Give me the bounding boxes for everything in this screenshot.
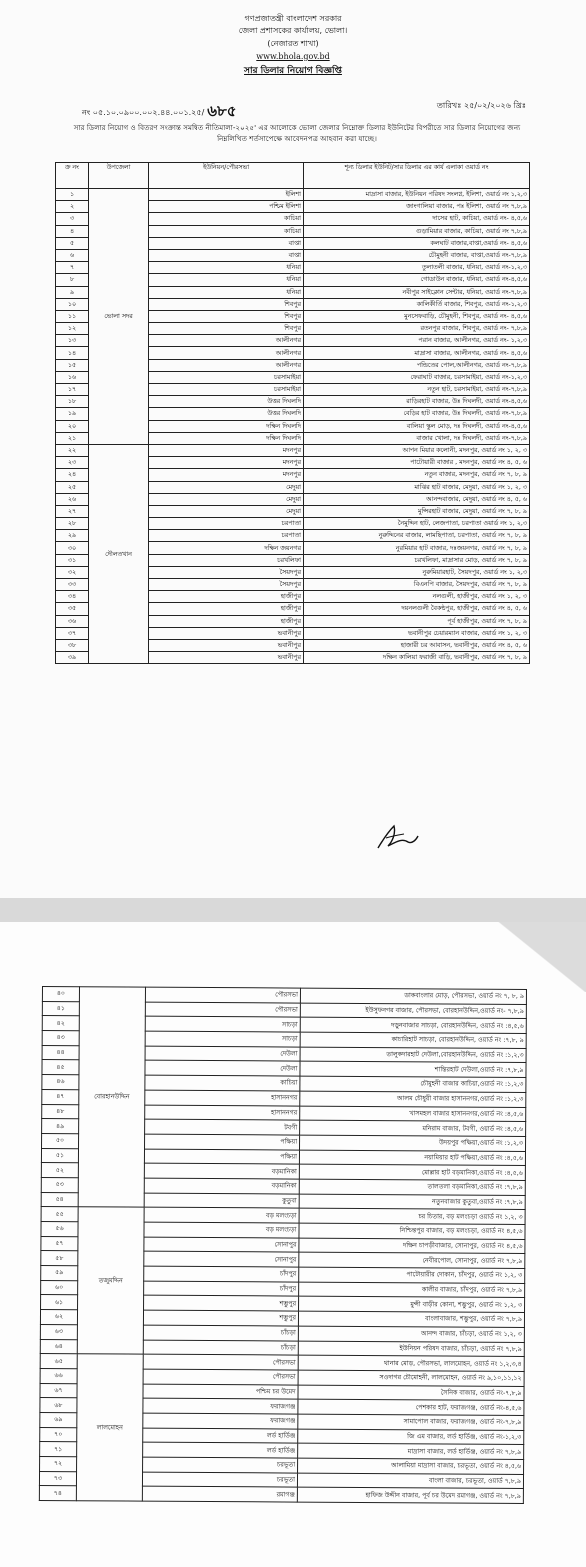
serial-cell: ৬৪ <box>40 1339 77 1354</box>
header-dealer-unit: শূন্য ডিলার ইউনিট/সার ডিলার এর কার্য এলাকা ওয়ার্ড নং <box>304 163 530 189</box>
union-cell: ফরাজগঞ্জ <box>143 1413 298 1429</box>
union-cell: সোনাপুর <box>144 1252 299 1268</box>
union-cell: লর্ড হার্ডিঞ্জ <box>143 1428 298 1444</box>
dealer-location-cell: নয়ামিয়ার হাট পক্ষিয়া,ওয়ার্ড নং :৪,৫,৬ <box>299 1150 525 1166</box>
dealer-location-cell: চৌমুহনী বাজার কাচিয়া,ওয়ার্ড নং :১,২,৩ <box>300 1076 526 1092</box>
dealer-location-cell: জাংগালিয়া বাজার, পঃ ইলিশা, ওয়ার্ড নং ৭,৮,৯ <box>304 201 530 213</box>
dealer-location-cell: মাদ্রাসা বাজার, আলীনগর, ওয়ার্ড নং- ৪,৫,৬ <box>304 347 530 359</box>
dealer-location-cell: পূর্ব হাজীপুর, ওয়ার্ড নং ৭, ৮, ৯ <box>304 615 530 627</box>
union-cell: বাপ্তা <box>149 237 304 249</box>
union-cell: চরভূতা <box>142 1472 297 1488</box>
union-cell: পশ্চিম চর উমেদ <box>143 1384 298 1400</box>
table-row <box>42 987 526 1005</box>
union-cell: ধনিয়া <box>149 274 304 286</box>
union-cell: উত্তর দিঘলদি <box>149 408 304 420</box>
dealer-location-cell: পরান বাজার, আলীনগর, ওয়ার্ড নং- ১,২,৩ <box>304 335 530 347</box>
union-cell: সৈয়দপুর <box>149 566 304 578</box>
dealer-location-cell: নতুনবাজার কুতুবা,ওয়ার্ড নং :৭,৮,৯ <box>299 1194 525 1210</box>
dealer-location-cell: বিএনপি বাজার, সৈয়দপুর, ওয়ার্ড নং ৭, ৮, ৯ <box>304 579 530 591</box>
serial-cell: ১৬ <box>56 371 89 383</box>
union-cell: শম্ভুপুর <box>144 1296 299 1312</box>
dealer-location-cell: দড়ুনবাজার সাচড়া, বোরহানউদ্দিন, ওয়ার্ড নং :৪,৫,৬ <box>300 1017 526 1033</box>
dealer-location-cell: শান্তিরহাট দেউলা,ওয়ার্ড নং :৭,৮,৯ <box>300 1062 526 1078</box>
serial-cell: ৩১ <box>56 554 89 566</box>
header-upazila: উপজেলা <box>89 163 149 189</box>
website-link[interactable]: www.bhola.gov.bd <box>256 52 330 61</box>
serial-cell: ৩৫ <box>56 603 89 615</box>
serial-cell: ১৮ <box>56 396 89 408</box>
union-cell: আলীনগর <box>149 335 304 347</box>
serial-cell: ৩৬ <box>56 615 89 627</box>
dealer-location-cell: আনন্দ বাজার, চাঁচড়া, ওয়ার্ড নং ১,২, ৩ <box>298 1326 524 1342</box>
dealer-location-cell: নবীপুর সাইক্লোন সেন্টার, ধনিয়া, ওয়ার্ড নং-৭,৮,৯ <box>304 286 530 298</box>
dealer-location-cell: তালুকদারহাট দেউলা,বোরহানউদ্দিন, ওয়ার্ড নং :১,২,৩ <box>300 1047 526 1063</box>
serial-cell: ৬১ <box>41 1295 78 1310</box>
union-cell: চরসামাইয়া <box>149 371 304 383</box>
dealer-location-cell: সামাপোল বাজার, ফরাজগঞ্জ, ওয়ার্ড নং-৭,৮,৯ <box>298 1414 524 1430</box>
notice-date: তারিখঃ ২৫/০২/২০২৬ খ্রিঃ <box>436 101 526 110</box>
serial-cell: ২৭ <box>56 505 89 517</box>
dealer-location-cell: পাটোয়ারী বাজার , মদনপুর, ওয়ার্ড নং ৪, ৫, ৬ <box>304 457 530 469</box>
dealer-location-cell: দক্ষিন চাপড়ীবাজার, সোনাপুর, ওয়ার্ড নং ৪,৫,৬ <box>299 1238 525 1254</box>
dealer-location-cell: মনিরাম বাজার, টবগী, ওয়ার্ড নং :৪,৫,৬ <box>300 1120 526 1136</box>
dealer-location-cell: নেবীরপোল, সোনাপুর, ওয়ার্ড নং ৭,৮,৯ <box>299 1252 525 1268</box>
dealer-location-cell: মুন্সিরহাট বাজার, মেদুয়া, ওয়ার্ড নং ৭, ৮, ৯ <box>304 505 530 517</box>
union-cell: চাঁদপুর <box>144 1281 299 1297</box>
dealer-location-cell: বাংলা বাজার, চরভূতা, ওয়ার্ড ৭,৮,৯ <box>297 1473 523 1489</box>
union-cell: হাসাননগর <box>145 1090 300 1106</box>
union-cell: ইলিশা <box>149 189 304 201</box>
serial-cell: ৩ <box>56 213 89 225</box>
dealer-location-cell: ইউসুফনগর বাজার, পৌরসভা, বোরহানউদ্দিন,ওয়ার্ড নং- ৭,৮,৯ <box>300 1003 526 1019</box>
dealer-location-cell: চৌমুহনী বাজার, বাপ্তা,ওয়ার্ড নং-৭,৮,৯ <box>304 249 530 261</box>
serial-cell: ৯ <box>56 286 89 298</box>
union-cell: রমাগঞ্জ <box>142 1486 297 1502</box>
header-union: ইউনিয়ন/পৌরসভা <box>149 163 304 189</box>
serial-cell: ১২ <box>56 323 89 335</box>
dealer-location-cell: মুনসেফবাড়ি, চৌমুহনী, শিবপুর, ওয়ার্ড নং- ৪,৫,৬ <box>304 310 530 322</box>
dealer-table-page-1 <box>55 162 530 664</box>
dealer-location-cell: দক্ষিন কালিয়া ফরাজী বাড়ি, ভবানীপুর, ওয়ার্ড নং ৭, ৮, ৯ <box>304 652 530 664</box>
union-cell: শিবপুর <box>149 298 304 310</box>
union-cell: ভবানীপুর <box>149 627 304 639</box>
table-row <box>56 444 530 456</box>
union-cell: সাচড়া <box>145 1031 300 1047</box>
dealer-location-cell: কালিকীর্তি বাজার, শিবপুর, ওয়ার্ড নং-১,২,৩ <box>304 298 530 310</box>
union-cell: ধনিয়া <box>149 286 304 298</box>
serial-cell: ৪৬ <box>42 1075 79 1090</box>
serial-cell: ৭৩ <box>39 1471 76 1486</box>
dealer-location-cell: ডাকবাংলার মোড়, পৌরসভা, ওয়ার্ড নং ৭, ৮, ৯ <box>300 988 526 1004</box>
dealer-location-cell: দয়নলগুলী বৈকন্ঠপুর, হাজীপুর, ওয়ার্ড নং ৪, ৫, ৬ <box>304 603 530 615</box>
union-cell: মদনপুর <box>149 469 304 481</box>
serial-cell: ২৩ <box>56 457 89 469</box>
union-cell: ভবানীপুর <box>149 652 304 664</box>
union-cell: শিবপুর <box>149 323 304 335</box>
serial-cell: ৬ <box>56 249 89 261</box>
union-cell: চাঁচড়া <box>143 1340 298 1356</box>
dealer-location-cell: ফেরাঘাট বাজার, চরসামাইয়া, ওয়ার্ড নং-১,২,৩ <box>304 371 530 383</box>
dealer-location-cell: সৈনিক বাজার, ওয়ার্ড নং-৭,৮,৯ <box>298 1385 524 1401</box>
union-cell: পক্ষিয়া <box>145 1134 300 1150</box>
dealer-location-cell: হাফিজ উদ্দীন বাজার, পূর্ব চর উমেদ রমাগঞ্জ, ওয়ার্ড নং ৭,৮,৯ <box>297 1487 523 1503</box>
union-cell: হাজীপুর <box>149 591 304 603</box>
dealer-location-cell: থানার মোড়, পৌরসভা, লালমোহন, ওয়ার্ড নং ১,২,৩,৪ <box>298 1355 524 1371</box>
dealer-location-cell: কালীর বাজার, চাঁদপুর, ওয়ার্ড নং ৭,৮,৯ <box>299 1282 525 1298</box>
serial-cell: ১০ <box>56 298 89 310</box>
upazila-cell: ভোলা সদর <box>89 189 149 445</box>
serial-cell: ৩৭ <box>56 627 89 639</box>
union-cell: মেদুয়া <box>149 505 304 517</box>
upazila-cell: দৌলতখান <box>89 444 149 663</box>
union-cell: দক্ষিন দিঘলদি <box>149 420 304 432</box>
serial-cell: ১৯ <box>56 408 89 420</box>
dealer-location-cell: বেড়ির হাট বাজার, উঃ দিঘলদী, ওয়ার্ড নং-৭,৮,৯ <box>304 408 530 420</box>
dealer-location-cell: নতুন বাজার, মদনপুর, ওয়ার্ড নং ৭, ৮, ৯ <box>304 469 530 481</box>
serial-cell: ৫৯ <box>41 1266 78 1281</box>
dealer-location-cell: চর চিতার, বড় মলংচড়া ওয়ার্ড নং ১,২, ৩ <box>299 1208 525 1224</box>
table-row <box>41 1207 525 1225</box>
union-cell: মদনপুর <box>149 444 304 456</box>
serial-cell: ৫০ <box>42 1133 79 1148</box>
govt-name: গণপ্রজাতন্ত্রী বাংলাদেশ সরকার <box>244 14 342 23</box>
dealer-location-cell: চরখলিফা, মাদ্রাসার মোড়, ওয়ার্ড নং ৭, ৮, ৯ <box>304 554 530 566</box>
table-row <box>40 1354 524 1372</box>
dealer-location-cell: নৈমুদ্দিন হাট, লেজপাতা, চরপাতা ওয়ার্ড নং ১, ২,৩ <box>304 518 530 530</box>
serial-cell: ৪৪ <box>42 1045 79 1060</box>
serial-cell: ২৯ <box>56 530 89 542</box>
dealer-location-cell: মাদ্রাসা বাজার, লর্ড হার্ডিঞ্জ, ওয়ার্ড নং ৭,৮,৯ <box>298 1443 524 1459</box>
page-separator <box>0 898 586 922</box>
dealer-location-cell: পেশকার হাট, ফরাজগঞ্জ, ওয়ার্ড নং-৪,৫,৬ <box>298 1399 524 1415</box>
union-cell: কাচিয়া <box>145 1075 300 1091</box>
serial-cell: ৫৮ <box>41 1251 78 1266</box>
serial-cell: ৫১ <box>41 1148 78 1163</box>
serial-cell: ৪৮ <box>42 1104 79 1119</box>
union-cell: হাজীপুর <box>149 615 304 627</box>
dealer-location-cell: গুড়ামিয়ার বাজার, কাচিয়া, ওয়ার্ড নং ৭,৮,৯ <box>304 225 530 237</box>
union-cell: চরপাতা <box>149 530 304 542</box>
union-cell: শম্ভুপুর <box>143 1310 298 1326</box>
union-cell: বাপ্তা <box>149 249 304 261</box>
dealer-location-cell: খাসমহল বাজার হাসাননগর,ওয়ার্ড নং :৪,৫,৬ <box>300 1106 526 1122</box>
union-cell: পক্ষিয়া <box>144 1149 299 1165</box>
serial-cell: ১ <box>56 189 89 201</box>
union-cell: ভবানীপুর <box>149 639 304 651</box>
serial-cell: ৫২ <box>41 1163 78 1178</box>
serial-cell: ৫৫ <box>41 1207 78 1222</box>
serial-cell: ৭০ <box>40 1427 77 1442</box>
serial-cell: ৪০ <box>42 987 79 1002</box>
serial-cell: ১৭ <box>56 384 89 396</box>
dealer-location-cell: নলগুলী, হাজীপুর, ওয়ার্ড নং ১, ২, ৩ <box>304 591 530 603</box>
table-header-row <box>56 163 530 189</box>
dealer-location-cell: বাজার খোলা, দঃ দিঘলদী, ওয়ার্ড নং-৭,৮,৯ <box>304 432 530 444</box>
dealer-location-cell: তালতলা বড়মানিকা,ওয়ার্ড নং :৭,৮,৯ <box>299 1179 525 1195</box>
union-cell: সৈয়দপুর <box>149 579 304 591</box>
signature-icon <box>372 820 422 854</box>
union-cell: মেদুয়া <box>149 481 304 493</box>
serial-cell: ৫৪ <box>41 1192 78 1207</box>
serial-cell: ৬৬ <box>40 1368 77 1383</box>
union-cell: আলীনগর <box>149 359 304 371</box>
serial-cell: ২৪ <box>56 469 89 481</box>
reference-prefix: নং ০৫.১০.০৯০০.০০২.৪৪.০০১.২৫/ <box>82 108 205 117</box>
union-cell: মদনপুর <box>149 457 304 469</box>
dealer-location-cell: কাচারিহাট সাচড়া, বোরহানউদ্দিন, ওয়ার্ড নং :৭,৮, ৯ <box>300 1032 526 1048</box>
union-cell: আলীনগর <box>149 347 304 359</box>
serial-cell: ৩৩ <box>56 579 89 591</box>
union-cell: দেউলা <box>145 1046 300 1062</box>
dealer-location-cell: মাদ্রাসা বাজার, ইউনিয়ন পরিষদ সংলগ্ন, ইলিশা, ওয়ার্ড নং ১,২,৩ <box>304 189 530 201</box>
serial-cell: ৩২ <box>56 566 89 578</box>
dealer-location-cell: কলঘাট বাজার,বাপ্তা,ওয়ার্ড নং- ৪,৫,৬ <box>304 237 530 249</box>
dealer-location-cell: নুরুমিয়ারহাট, সৈয়দপুর, ওয়ার্ড নং ১, ২,৩ <box>304 566 530 578</box>
serial-cell: ৫৩ <box>41 1177 78 1192</box>
dealer-location-cell: মাঝির হাট বাজার, মেদুয়া, ওয়ার্ড নং ১, ২, ৩ <box>304 481 530 493</box>
dealer-location-cell: পন্ডিতের পোল,আলীনগর, ওয়ার্ড নং-৭,৮,৯ <box>304 359 530 371</box>
serial-cell: ৭১ <box>40 1442 77 1457</box>
dealer-location-cell: জি এম বাজার, লর্ড হার্ডিঞ্জ, ওয়ার্ড নং-১,২,৩ <box>298 1429 524 1445</box>
dealer-location-cell: মুন্সী বাড়ীর কোনা, শম্ভুপুর, ওয়ার্ড নং ১,২, ৩ <box>299 1297 525 1313</box>
union-cell: বড়মানিকা <box>144 1163 299 1179</box>
table-row <box>56 189 530 201</box>
serial-cell: ৬৩ <box>40 1324 77 1339</box>
dealer-location-cell: পাটোয়ারীর দোকান, চাঁদপুর, ওয়ার্ড নং ১,২, ৩ <box>299 1267 525 1283</box>
serial-cell: ২৮ <box>56 518 89 530</box>
union-cell: পৌরসভা <box>143 1369 298 1385</box>
serial-cell: ২২ <box>56 444 89 456</box>
union-cell: ফরাজগঞ্জ <box>143 1398 298 1414</box>
dealer-location-cell: সওদাগর চৌমোহনী, লালমোহন, ওয়ার্ড নং ৯,১০,১১,১২ <box>298 1370 524 1386</box>
union-cell: টবগী <box>145 1119 300 1135</box>
serial-cell: ১৪ <box>56 347 89 359</box>
upazila-cell: বোরহানউদ্দিন <box>78 987 145 1208</box>
union-cell: চরসামাইয়া <box>149 384 304 396</box>
dealer-location-cell: মোল্লার হাট বড়মানিকা,ওয়ার্ড নং :৪,৫,৬ <box>299 1164 525 1180</box>
intro-paragraph: সার ডিলার নিয়োগ ও বিতরণ সংক্রান্ত সমন্বিত নীতিমালা-২০২৫' এর আলোকে ভোলা জেলার নিম্নোক্ত ডিলার ইউনিটের বিপরীতে সার ডিলার নিয়োগের জন্য নিম্নলিখিত শর্তসাপেক্ষে আবেদনপত্র আহবান করা যাচ্ছে। <box>73 123 521 143</box>
union-cell: বড় মলংচড়া <box>144 1222 299 1238</box>
serial-cell: ৬৯ <box>40 1412 77 1427</box>
serial-cell: ৩৯ <box>56 652 89 664</box>
serial-cell: ৪১ <box>42 1001 79 1016</box>
dealer-location-cell: নুরমিয়ার হাট বাজার, দঃজয়নগর, ওয়ার্ড নং ৭, ৮, ৯ <box>304 542 530 554</box>
dealer-table-page-2 <box>39 986 527 1504</box>
union-cell: পৌরসভা <box>145 1002 300 1018</box>
dealer-location-cell: নুরুদ্দিনের বাজার, লামছিপাতা, চরপাতা, ওয়ার্ড নং ৭, ৮, ৯ <box>304 530 530 542</box>
dealer-location-cell: আলামিয়া মাদ্রাসা বাজার, চরভূতা, ওয়ার্ড নং ৪,৫,৬ <box>298 1458 524 1474</box>
office-name: জেলা প্রশাসকের কার্যালয়, ভোলা। <box>238 26 348 35</box>
union-cell: শিবপুর <box>149 310 304 322</box>
union-cell: কাচিয়া <box>149 213 304 225</box>
serial-cell: ৩০ <box>56 542 89 554</box>
notice-page-2 <box>0 922 586 1567</box>
union-cell: লর্ড হার্ডিঞ্জ <box>143 1442 298 1458</box>
union-cell: দেউলা <box>145 1061 300 1077</box>
union-cell: কুতুবা <box>144 1193 299 1209</box>
page-curl <box>496 922 586 992</box>
serial-cell: ১১ <box>56 310 89 322</box>
dealer-location-cell: দাসের হাট, কাচিয়া, ওয়ার্ড নং- ৪,৫,৬ <box>304 213 530 225</box>
dealer-location-cell: বালিয়া স্কুল মোড়, দঃ দিঘলদী, ওয়ার্ড নং-৪,৫,৬ <box>304 420 530 432</box>
union-cell: চাঁদপুর <box>144 1266 299 1282</box>
union-cell: ধনিয়া <box>149 262 304 274</box>
union-cell: সোনাপুর <box>144 1237 299 1253</box>
serial-cell: ৪৭ <box>42 1089 79 1104</box>
reference-handwritten: ৬৮৫ <box>207 102 237 120</box>
dealer-location-cell: হাজারী চর আবাসন, ভবানীপুর, ওয়ার্ড নং ৪, ৫, ৬ <box>304 639 530 651</box>
serial-cell: ১৫ <box>56 359 89 371</box>
serial-cell: ২৫ <box>56 481 89 493</box>
serial-cell: ৬৭ <box>40 1383 77 1398</box>
dealer-location-cell: আলম চৌধুরী বাজার হাসাননগর,ওয়ার্ড নং :১,২,৩ <box>300 1091 526 1107</box>
union-cell: মেদুয়া <box>149 493 304 505</box>
serial-cell: ৫৭ <box>41 1236 78 1251</box>
serial-cell: ২০ <box>56 420 89 432</box>
dealer-location-cell: তুলাতলী বাজার, ধনিয়া, ওয়ার্ড নং-১,২,৩ <box>304 262 530 274</box>
union-cell: হাসাননগর <box>145 1105 300 1121</box>
union-cell: পশ্চিম ইলিশা <box>149 201 304 213</box>
dealer-location-cell: ভবানীপুর চেয়ারম্যান বাজার, ওয়ার্ড নং ১, ২, ৩ <box>304 627 530 639</box>
notice-title: সার ডিলার নিয়োগ বিজ্ঞপ্তি <box>244 66 342 76</box>
serial-cell: ৭২ <box>40 1456 77 1471</box>
dealer-location-cell: নতুন হাট, চরসামাইয়া, ওয়ার্ড নং-৭,৮,৯ <box>304 384 530 396</box>
serial-cell: ৩৮ <box>56 639 89 651</box>
union-cell: পৌরসভা <box>143 1354 298 1370</box>
union-cell: চরভূতা <box>143 1457 298 1473</box>
serial-cell: ৫ <box>56 237 89 249</box>
union-cell: উত্তর দিঘলদি <box>149 396 304 408</box>
dealer-location-cell: গোডাউন বাজার, ধনিয়া, ওয়ার্ড নং-৪,৫,৬ <box>304 274 530 286</box>
union-cell: বড়মানিকা <box>144 1178 299 1194</box>
header-serial: ক্র নং <box>56 163 89 189</box>
serial-cell: ৬৮ <box>40 1398 77 1413</box>
union-cell: দক্ষিন দিঘলদি <box>149 432 304 444</box>
union-cell: কাচিয়া <box>149 225 304 237</box>
union-cell: পৌরসভা <box>145 987 300 1003</box>
serial-cell: ২৬ <box>56 493 89 505</box>
branch-name: (নেজারত শাখা) <box>267 39 319 48</box>
serial-cell: ৬০ <box>41 1280 78 1295</box>
union-cell: চরপাতা <box>149 518 304 530</box>
upazila-cell: লালমোহন <box>76 1354 143 1501</box>
dealer-location-cell: আনন্দবাজার, মেদুয়া, ওয়ার্ড নং ৪, ৫, ৬ <box>304 493 530 505</box>
serial-cell: ৪৩ <box>42 1031 79 1046</box>
dealer-location-cell: আপন মিয়ার কলোনী, মদনপুর, ওয়ার্ড নং ১, ২, ৩ <box>304 444 530 456</box>
union-cell: হাজীপুর <box>149 603 304 615</box>
dealer-location-cell: উদয়পুর পক্ষিয়া,ওয়ার্ড নং :১,২,৩ <box>300 1135 526 1151</box>
serial-cell: ৪৫ <box>42 1060 79 1075</box>
serial-cell: ৪২ <box>42 1016 79 1031</box>
upazila-cell: তজুমদ্দিন <box>77 1207 144 1354</box>
serial-cell: ৮ <box>56 274 89 286</box>
dealer-location-cell: বাংলাবাজার, শম্ভুপুর, ওয়ার্ড নং ৭,৮,৯ <box>298 1311 524 1327</box>
serial-cell: ৪৯ <box>42 1119 79 1134</box>
serial-cell: ৭৪ <box>39 1486 76 1501</box>
union-cell: চাঁচড়া <box>143 1325 298 1341</box>
serial-cell: ২১ <box>56 432 89 444</box>
serial-cell: ৫৬ <box>41 1221 78 1236</box>
dealer-location-cell: রাড়িরহাট বাজার, উঃ দিঘলদী, ওয়ার্ড নং-৪,৫,৬ <box>304 396 530 408</box>
union-cell: দক্ষিন জয়নগর <box>149 542 304 554</box>
dealer-location-cell: নিশ্চিন্তপুর বাজার, বড় মলংচড়া, ওয়ার্ড নং ৪,৫,৬ <box>299 1223 525 1239</box>
serial-cell: ৬৫ <box>40 1354 77 1369</box>
serial-cell: ৬২ <box>40 1310 77 1325</box>
dealer-location-cell: রতনপুর বাজার, শিবপুর, ওয়ার্ড নং- ৭,৮,৯ <box>304 323 530 335</box>
serial-cell: ১৩ <box>56 335 89 347</box>
serial-cell: ৪ <box>56 225 89 237</box>
serial-cell: ৭ <box>56 262 89 274</box>
serial-cell: ৩৪ <box>56 591 89 603</box>
dealer-location-cell: ইউনিয়ন পরিষদ বাজার, চাঁচড়া, ওয়ার্ড নং ৭,৮,৯ <box>298 1341 524 1357</box>
union-cell: সাচড়া <box>145 1017 300 1033</box>
union-cell: বড় মলংচড়া <box>144 1207 299 1223</box>
union-cell: চরখলিফা <box>149 554 304 566</box>
serial-cell: ২ <box>56 201 89 213</box>
